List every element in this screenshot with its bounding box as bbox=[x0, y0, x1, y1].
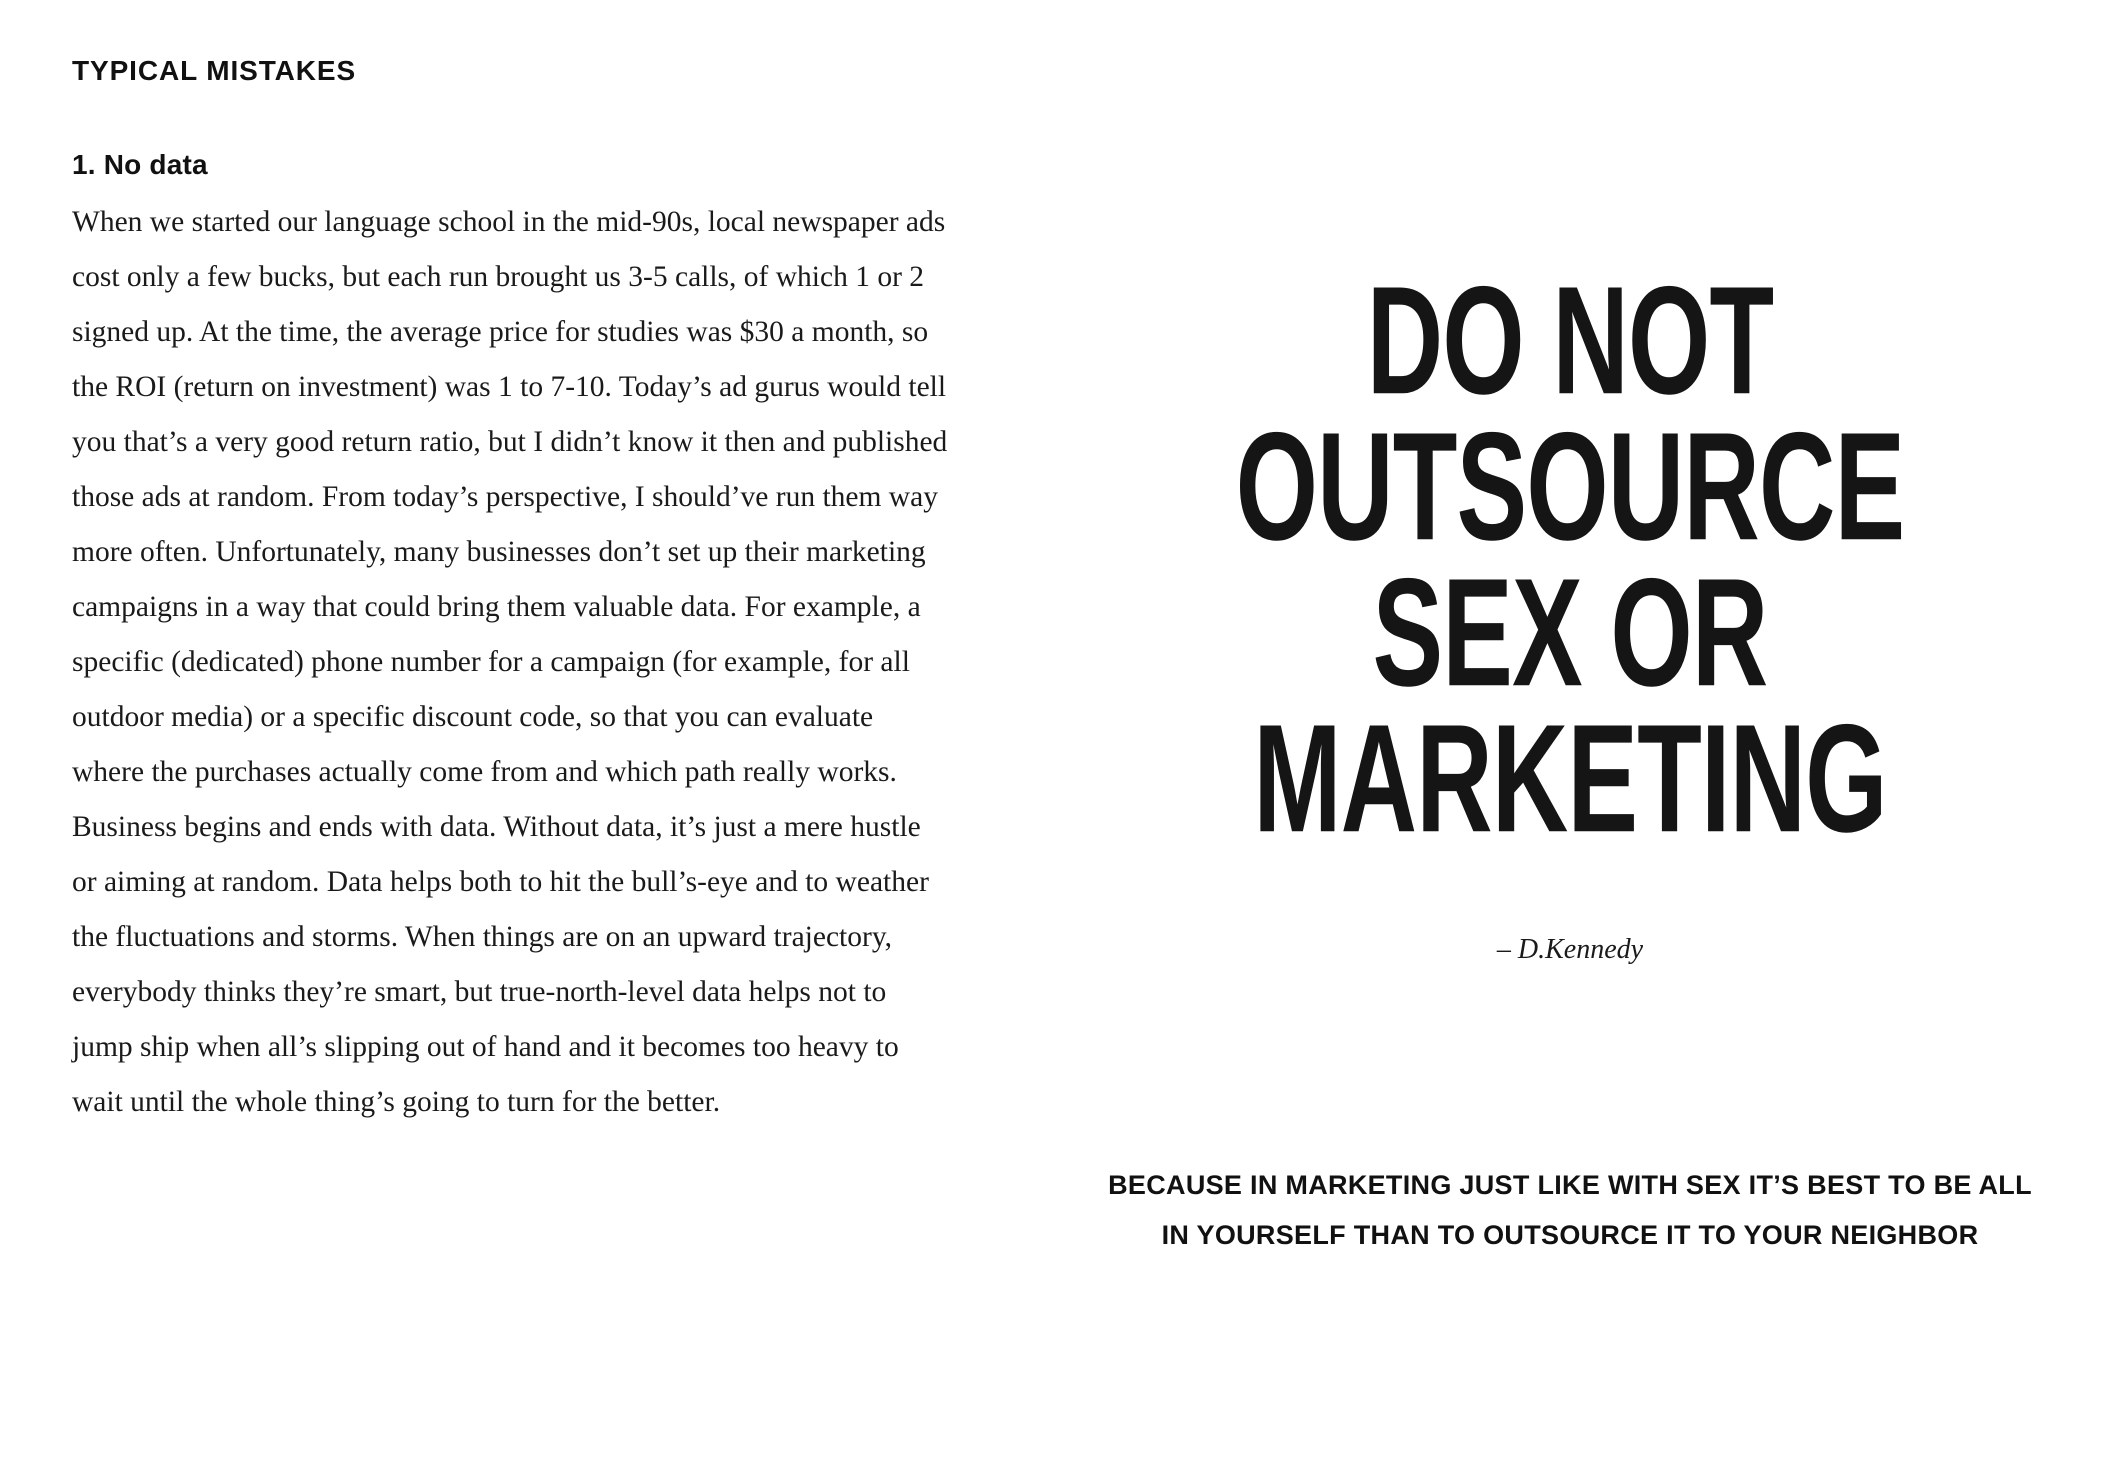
poster-line-3: SEX OR bbox=[1372, 545, 1768, 718]
section-heading: TYPICAL MISTAKES bbox=[72, 55, 357, 86]
poster-line-4: MARKETING bbox=[1253, 691, 1887, 864]
poster-quote-block bbox=[1150, 254, 1990, 966]
left-text-column bbox=[0, 0, 1000, 1474]
quote-attribution: – D.Kennedy bbox=[1496, 933, 1644, 965]
poster-line-2: OUTSOURCE bbox=[1235, 400, 1905, 573]
poster-caption: BECAUSE IN MARKETING JUST LIKE WITH SEX IT’S BEST TO BE ALL IN YOURSELF THAN TO OUTSOURCE IT TO YOUR NEIGHBOR bbox=[1108, 1170, 2032, 1250]
subsection-heading: 1. No data bbox=[72, 149, 208, 180]
body-paragraph: When we started our language school in the mid-90s, local newspaper ads cost only a few bucks, but each run brought us 3-5 calls, of which 1 or 2 signed up. At the time, the average price for studies was $30 a month, so the ROI (return on investment) was 1 to 7-10. Today’s ad gurus would tell you that’s a very good return ratio, but I didn’t know it then and published those ads at random. From today’s perspective, I should’ve run them way more often. Unfortunately, many businesses don’t set up their marketing campaigns in a way that could bring them valuable data. For example, a specific (dedicated) phone number for a campaign (for example, for all outdoor media) or a specific discount code, so that you can evaluate where the purchases actually come from and which path really works. Business begins and ends with data. Without data, it’s just a mere hustle or aiming at random. Data helps both to hit the bull’s-eye and to weather the fluctuations and storms. When things are on an upward trajectory, everybody thinks they’re smart, but true-north-level data helps not to jump ship when all’s slipping out of hand and it becomes too heavy to wait until the whole thing’s going to turn for the better. bbox=[72, 206, 948, 1118]
right-poster-column bbox=[1000, 0, 2110, 1474]
poster-line-1: DO NOT bbox=[1366, 254, 1774, 427]
